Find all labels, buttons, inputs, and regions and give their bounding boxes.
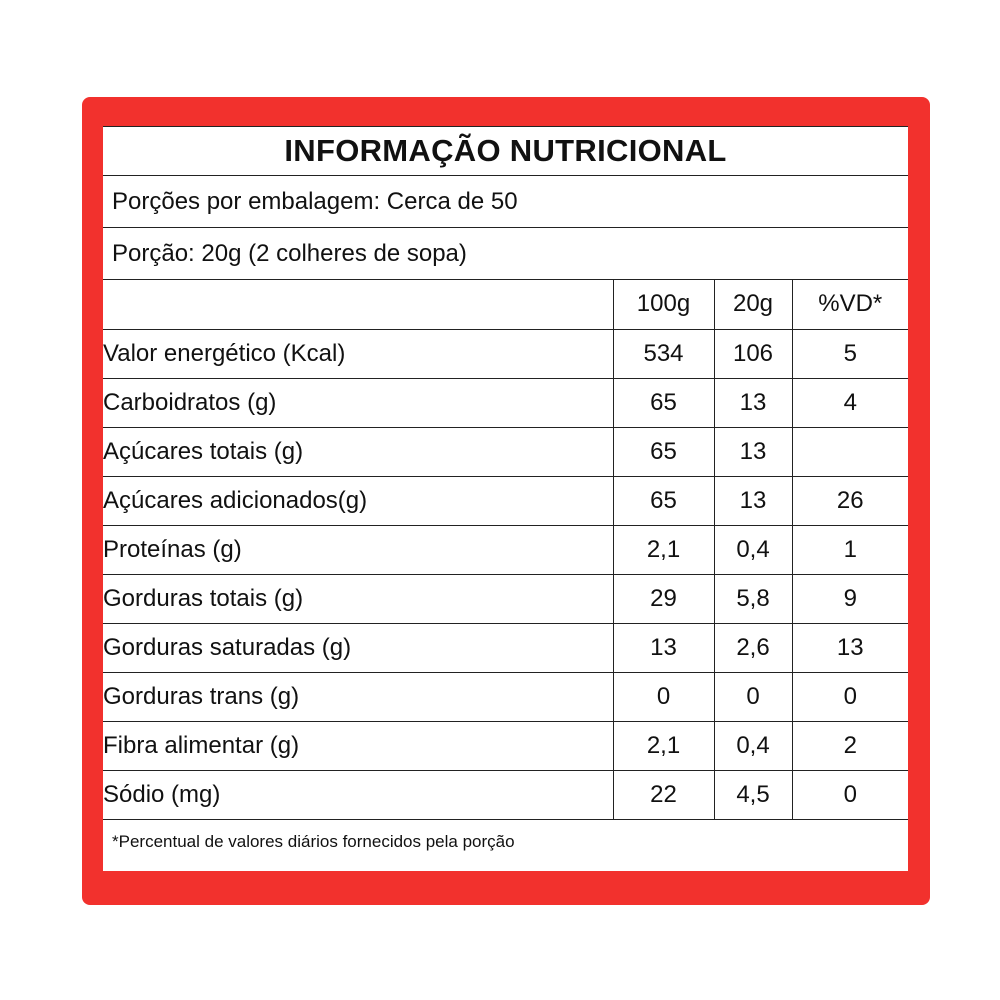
- value-vd: 1: [792, 525, 908, 574]
- value-100g: 0: [613, 672, 714, 721]
- nutrition-table: [103, 280, 908, 820]
- value-vd: 0: [792, 672, 908, 721]
- value-100g: 2,1: [613, 525, 714, 574]
- value-20g: 13: [714, 378, 792, 427]
- value-20g: 13: [714, 476, 792, 525]
- value-100g: 65: [613, 427, 714, 476]
- column-header-100g: 100g: [613, 280, 714, 329]
- value-100g: 22: [613, 770, 714, 819]
- value-100g: 2,1: [613, 721, 714, 770]
- nutrient-label: Gorduras trans (g): [103, 672, 613, 721]
- value-vd: 2: [792, 721, 908, 770]
- table-row: [103, 721, 908, 770]
- nutrient-label: Gorduras saturadas (g): [103, 623, 613, 672]
- nutrient-label: Valor energético (Kcal): [103, 329, 613, 378]
- value-vd: 9: [792, 574, 908, 623]
- value-20g: 5,8: [714, 574, 792, 623]
- table-header-row: [103, 280, 908, 329]
- value-vd: 0: [792, 770, 908, 819]
- value-100g: 29: [613, 574, 714, 623]
- value-20g: 13: [714, 427, 792, 476]
- value-vd: 4: [792, 378, 908, 427]
- nutrition-rows: [103, 329, 908, 819]
- table-row: [103, 476, 908, 525]
- value-20g: 2,6: [714, 623, 792, 672]
- nutrient-label: Proteínas (g): [103, 525, 613, 574]
- value-20g: 0,4: [714, 721, 792, 770]
- value-100g: 65: [613, 378, 714, 427]
- table-row: [103, 378, 908, 427]
- value-vd: 26: [792, 476, 908, 525]
- header-blank: [103, 280, 613, 329]
- nutrition-facts-panel: [103, 126, 908, 871]
- value-20g: 106: [714, 329, 792, 378]
- table-row: [103, 525, 908, 574]
- value-100g: 13: [613, 623, 714, 672]
- column-header-20g: 20g: [714, 280, 792, 329]
- value-100g: 534: [613, 329, 714, 378]
- table-row: [103, 770, 908, 819]
- table-row: [103, 329, 908, 378]
- nutrient-label: Açúcares totais (g): [103, 427, 613, 476]
- table-row: [103, 623, 908, 672]
- value-20g: 0: [714, 672, 792, 721]
- value-100g: 65: [613, 476, 714, 525]
- serving-size: Porção: 20g (2 colheres de sopa): [103, 228, 908, 280]
- nutrient-label: Fibra alimentar (g): [103, 721, 613, 770]
- nutrition-title: INFORMAÇÃO NUTRICIONAL: [103, 127, 908, 176]
- value-vd: 5: [792, 329, 908, 378]
- table-row: [103, 574, 908, 623]
- nutrient-label: Carboidratos (g): [103, 378, 613, 427]
- nutrient-label: Sódio (mg): [103, 770, 613, 819]
- value-20g: 0,4: [714, 525, 792, 574]
- servings-per-package: Porções por embalagem: Cerca de 50: [103, 176, 908, 228]
- table-row: [103, 427, 908, 476]
- value-20g: 4,5: [714, 770, 792, 819]
- footnote: *Percentual de valores diários fornecidos pela porção: [112, 832, 515, 851]
- nutrient-label: Gorduras totais (g): [103, 574, 613, 623]
- table-row: [103, 672, 908, 721]
- nutrient-label: Açúcares adicionados(g): [103, 476, 613, 525]
- value-vd: 13: [792, 623, 908, 672]
- value-vd: [792, 427, 908, 476]
- column-header-vd: %VD*: [792, 280, 908, 329]
